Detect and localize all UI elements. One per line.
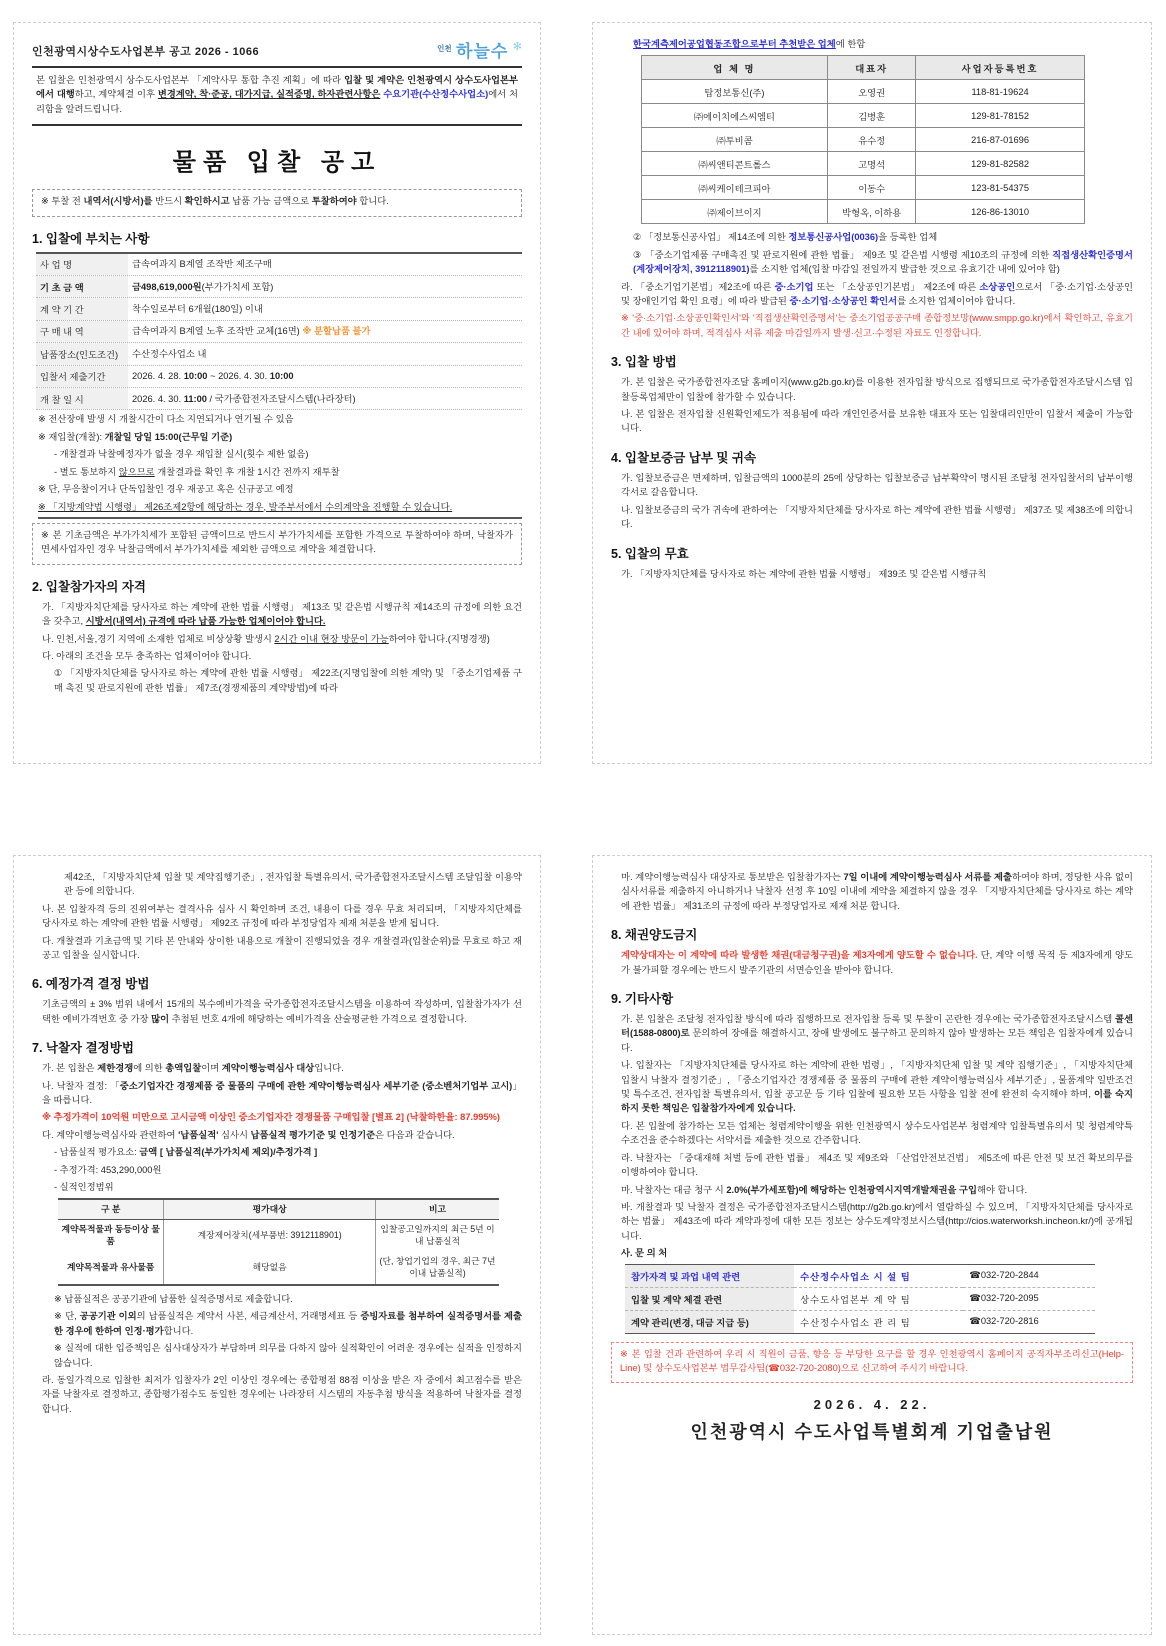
- contact-row: 계약 관리(변경, 대금 지급 등) 수산정수사업소 관 리 팀 ☎032-720-2816: [625, 1310, 1095, 1333]
- qualification-c2: ② 「정보통신공사업」 제14조에 의한 정보통신공사업(0036)을 등록한 업체: [633, 232, 938, 243]
- contact-row: 참가자격 및 과업 내역 관련 수산정수사업소 시 설 팀 ☎032-720-2844: [625, 1264, 1095, 1287]
- note-no-bidder: ※ 단, 무응찰이거나 단독입찰인 경우 재공고 혹은 신규공고 예정: [38, 484, 294, 495]
- performance-row: 계약목적물과 동등이상 물품 계장제어장치(세부품번: 3912118901) 입찰공고일까지의 최근 5년 이내 납품실적: [58, 1220, 499, 1252]
- pre-bid-notice-box: [32, 189, 522, 216]
- note-rebid-sub2: - 별도 통보하지 않으므로 개찰결과를 확인 후 개찰 1시간 전까지 재투찰: [54, 466, 340, 477]
- section7-title: 7. 낙찰자 결정방법: [32, 1041, 134, 1056]
- vat-notice: ※ 본 기초금액은 부가가치세가 포함된 금액이므로 반드시 부가가치세를 포함한 가격으로 투찰하여야 하며, 낙찰자가 면세사업자인 경우 낙찰금액에서 부가가치세를 제외한 금액으로 계약을 체결합니다.: [41, 529, 513, 555]
- vendor-row: ㈜에이치에스씨엠티 김병훈 129-81-78152: [642, 104, 1085, 128]
- award-c-scope: - 실적인정범위: [54, 1182, 114, 1193]
- page-3: [13, 855, 541, 1635]
- corruption-report-box: [611, 1342, 1133, 1384]
- col-remark: 비고: [376, 1199, 500, 1220]
- performance-row: 계약목적물과 유사물품 해당없음 (단, 창업기업의 경우, 최근 7년 이내 납품실적): [58, 1252, 499, 1285]
- award-c: 다. 계약이행능력심사와 관련하여 '납품실적' 심사시 납품실적 평가기준 및 인정기준은 다음과 같습니다.: [42, 1129, 455, 1140]
- incheon-haneulsu-logo: [437, 37, 522, 62]
- info-row-opening-datetime: 개 찰 일 시 2026. 4. 30. 11:00 / 국가종합전자조달시스템(나라장터): [36, 388, 522, 410]
- performance-note-2: ※ 단, 공공기관 이외의 납품실적은 계약서 사본, 세금계산서, 거래명세표 등 증빙자료를 첨부하여 실적증명서를 제출한 경우에 한하여 인정·평가합니다.: [54, 1311, 522, 1336]
- misc-c: 다. 본 입찰에 참가하는 모든 업체는 청렴계약이행을 위한 인천광역시 상수도사업본부 청렴계약 입찰특별유의서 및 청렴계약특수조건을 준수하겠다는 서약서를 제출한 것으로 간주합니다.: [621, 1120, 1133, 1146]
- deposit-b: 나. 입찰보증금의 국가 귀속에 관하여는 「지방자치단체를 당사자로 하는 계약에 관한 법률 시행령」 제37조 및 제38조에 의합니다.: [621, 504, 1133, 530]
- col-registration-no: 사업자등록번호: [916, 56, 1084, 80]
- issuing-authority: 인천광역시 수도사업특별회계 기업출납원: [690, 1422, 1054, 1443]
- qualification-b: 나. 인천,서울,경기 지역에 소재한 업체로 비상상황 발생시 2시간 이내 현장 방문이 가능하여야 합니다.(지명경쟁): [42, 633, 490, 644]
- smpp-red-note: ※ '중·소기업·소상공인확인서'와 '직접생산확인증명서'는 중소기업공공구매 종합정보망(www.smpp.go.kr)에서 확인하고, 유효기간 내에 있어야 하며, 적격심사 서류 제출 마감일까지 발생·신고·수정된 자료도 인정합니다.: [621, 313, 1133, 338]
- performance-header-row: [58, 1199, 499, 1220]
- vendor-row: ㈜씨케이테크피아 이동수 123-81-54375: [642, 176, 1085, 200]
- document-title: 물품 입찰 공고: [172, 149, 382, 177]
- contact-row: 입찰 및 계약 체결 관련 상수도사업본부 계 약 팀 ☎032-720-2095: [625, 1287, 1095, 1310]
- misc-b: 나. 입찰자는 「지방자치단체를 당사자로 하는 계약에 관한 법령」, 「지방자치단체 입찰 및 계약 집행기준」, 「지방자치단체 입찰시 낙찰자 결정기준」, 「중소기업자간 경쟁제품 중 물품의 구매에 관한 계약이행능력심사 세부기준」, 물품계약 일반조건 및 특수조건, 전자입찰 특별유의서, 입찰 공고문 등 기타 입찰에 필요한 모든 사항을 입찰 전에 완전히 숙지해야 하며, 이를 숙지하지 못한 책임은 입찰참가자에게 있습니다.: [621, 1060, 1133, 1114]
- note-rebid: ※ 재입찰(개찰): 개찰일 당일 15:00(근무일 기준): [38, 431, 233, 442]
- announcement-number: 인천광역시상수도사업본부 공고 2026 - 1066: [32, 46, 260, 58]
- misc-d: 라. 낙찰자는 「중대재해 처벌 등에 관한 법률」 제4조 및 제9조와 「산업안전보건법」 제5조에 따른 안전 및 보건 확보의무를 이행하여야 합니다.: [621, 1152, 1133, 1178]
- section3-title: 3. 입찰 방법: [611, 355, 677, 370]
- vat-notice-box: [32, 523, 522, 565]
- invalid-bid-c: 다. 개찰결과 기초금액 및 기타 본 안내와 상이한 내용으로 개찰이 진행되었을 경우 개찰결과(입찰순위)를 무효로 하고 재공고 입찰을 실시합니다.: [42, 935, 522, 961]
- section5-title: 5. 입찰의 무효: [611, 546, 689, 561]
- qualification-a: 가. 「지방자치단체를 당사자로 하는 계약에 관한 법률 시행령」 제13조 및 같은법 시행규칙 제14조의 규정에 의한 요건을 갖추고, 시방서(내역서) 규격에 따라 납품 가능한 업체이어야 합니다.: [42, 601, 522, 627]
- col-evaluation-target: 평가대상: [164, 1199, 376, 1220]
- page-2: [592, 22, 1152, 764]
- info-row-project-name: 사 업 명 급속여과지 B계열 조작반 제조구매: [36, 254, 522, 276]
- award-c-estimated-price: - 추정가격: 453,290,000원: [54, 1164, 162, 1175]
- award-a: 가. 본 입찰은 제한경쟁에 의한 총액입찰이며 계약이행능력심사 대상입니다.: [42, 1063, 344, 1074]
- award-lower-limit-note: ※ 추정가격이 10억원 미만으로 고시금액 이상인 중소기업자간 경쟁물품 구매입찰 [별표 2] (낙찰하한율: 87.995%): [42, 1112, 500, 1123]
- invalid-bid-b: 나. 본 입찰자격 등의 진위여부는 결격사유 심사 시 확인하며 조건, 내용이 다를 경우 무효 처리되며, 「지방자치단체를 당사자로 하는 계약에 관한 법률 시행령」 제92조 규정에 따라 부정당업자 제재 처분을 받게 됩니다.: [42, 903, 522, 929]
- logo-text-small: 인천: [437, 44, 452, 53]
- contact-table: [625, 1264, 1095, 1334]
- delegation-notice-box: [32, 66, 522, 126]
- snowflake-icon: ✻: [512, 41, 522, 53]
- phone-number: ☎032-720-2844: [963, 1264, 1095, 1287]
- misc-a: 가. 본 입찰은 조달청 전자입찰 방식에 따라 집행하므로 전자입찰 등록 및 투찰이 곤란한 경우에는 국가종합전자조달시스템 콜센터(1588-0800)로 문의하여 장애를 해결하시고, 장애 발생에도 불구하고 문의하지 않아 발생하는 모든 책임은 입찰자에게 있습니다.: [621, 1014, 1133, 1053]
- vendor-row: 탑정보통신(주) 오영권 118-81-19624: [642, 80, 1085, 104]
- vendor-row: ㈜제이브이지 박형옥, 이하용 126-86-13010: [642, 200, 1085, 224]
- info-row-base-amount: 기 초 금 액 금498,619,000원(부가가치세 포함): [36, 276, 522, 298]
- recommended-vendors-heading: 한국계측제어공업협동조합으로부터 추천받은 업체에 한함: [633, 39, 866, 49]
- note-rebid-sub1: - 개찰결과 낙찰예정자가 없을 경우 재입찰 실시(횟수 제한 없음): [54, 449, 309, 460]
- award-e: 마. 계약이행능력심사 대상자로 통보받은 입찰참가자는 7일 이내에 계약이행능력심사 서류를 제출하여야 하며, 정당한 사유 없이 심사서류를 제출하지 아니하거나 낙찰자 선정 후 10일 이내에 계약을 체결하지 않을 경우 「지방자치단체를 당사자로 하는 계약에 관한 법률」 제31조의 규정에 따라 부정당업자로 제재 처분 합니다.: [621, 872, 1133, 911]
- corruption-report-notice: ※ 본 입찰 건과 관련하여 우리 시 직원이 금품, 향응 등 부당한 요구를 할 경우 인천광역시 홈페이지 공직자부조리신고(Help-Line) 및 상수도사업본부 법무감사팀(☎032-720-2080)으로 신고하여 주시기 바랍니다.: [620, 1348, 1124, 1373]
- misc-g-contacts-heading: 사. 문 의 처: [621, 1248, 668, 1259]
- page-1: [13, 22, 541, 764]
- pre-bid-notice: ※ 투찰 전 내역서(시방서)를 반드시 확인하시고 납품 가능 금액으로 투찰하여야 합니다.: [41, 196, 389, 207]
- note-private-contract: ※ 「지방계약법 시행령」 제26조제2항에 해당하는 경우, 발주부서에서 수의계약을 진행할 수 있습니다.: [38, 500, 522, 519]
- section8-title: 8. 채권양도금지: [611, 928, 698, 943]
- bid-info-table: [36, 252, 522, 411]
- price-determination-body: 기초금액의 ± 3% 범위 내에서 15개의 복수예비가격을 국가종합전자조달시스템을 이용하여 작성하며, 입찰참가자가 선택한 예비가격번호 중 가장 많이 추첨된 번호 4개에 해당하는 예비가격을 산술평균한 가격으로 결정합니다.: [42, 999, 522, 1024]
- qualification-d: 라. 「중소기업기본법」제2조에 따른 중·소기업 또는 「소상공인기본법」 제2조에 따른 소상공인으로서 「중·소기업·소상공인 및 장애인기업 확인 요령」에 따라 발급된 중·소기업·소상공인 확인서를 소지한 업체이어야 합니다.: [621, 281, 1133, 307]
- announcement-date: 2026. 4. 22.: [813, 1397, 931, 1413]
- logo-text-big: 하늘수: [456, 42, 509, 61]
- qualification-c: 다. 아래의 조건을 모두 충족하는 업체이어야 합니다.: [42, 650, 252, 661]
- section2-title: 2. 입찰참가자의 자격: [32, 579, 146, 594]
- phone-number: ☎032-720-2816: [969, 1316, 1039, 1327]
- recommended-vendors-table: [641, 55, 1085, 224]
- performance-recognition-table: [58, 1198, 499, 1286]
- col-representative: 대표자: [827, 56, 916, 80]
- assignment-prohibition-body: 계약상대자는 이 계약에 따라 발생한 채권(대금청구권)을 제3자에게 양도할 수 없습니다. 단, 계약 이행 목적 등 제3자에게 양도가 불가피할 경우에는 반드시 발주기관의 서면승인을 받아야 합니다.: [621, 950, 1133, 975]
- vendor-row: ㈜씨앤티콘트롤스 고명석 129-81-82582: [642, 152, 1085, 176]
- misc-e: 마. 낙찰자는 대금 청구 시 2.0%(부가세포함)에 해당하는 인천광역시지역개발채권을 구입해야 합니다.: [621, 1184, 1028, 1195]
- bid-method-a: 가. 본 입찰은 국가종합전자조달 홈페이지(www.g2b.go.kr)를 이용한 전자입찰 방식으로 집행되므로 국가종합전자조달시스템 입찰등록업체만이 입찰에 참가할 수 있습니다.: [621, 377, 1133, 402]
- section1-title: 1. 입찰에 부치는 사항: [32, 231, 150, 246]
- page-4: [592, 855, 1152, 1635]
- page1-header: [32, 37, 522, 62]
- note-system-delay: ※ 전산장애 발생 시 개찰시간이 다소 지연되거나 연기될 수 있음: [38, 414, 294, 425]
- performance-note-1: ※ 납품실적은 공공기관에 납품한 실적증명서로 제출합니다.: [54, 1293, 293, 1304]
- vendor-header-row: [642, 56, 1085, 80]
- invalid-bid-a: 가. 「지방자치단체를 당사자로 하는 계약에 관한 법률 시행령」 제39조 및 같은법 시행규칙: [621, 568, 987, 579]
- info-row-submission-period: 입찰서 제출기간 2026. 4. 28. 10:00 ~ 2026. 4. 30. 10:00: [36, 366, 522, 388]
- delegation-notice: 본 입찰은 인천광역시 상수도사업본부 「계약사무 통합 추진 계획」에 따라 입찰 및 계약은 인천광역시 상수도사업본부에서 대행하고, 계약체결 이후 변경계약, 착·준공, 대가지급, 실적증명, 하자관련사항은 수요기관(수산정수사업소)에서 처리함을 알려드립니다.: [36, 75, 518, 114]
- misc-f: 바. 개찰결과 및 낙찰자 결정은 국가종합전자조달시스템(http://g2b.go.kr)에서 열람하실 수 있으며, 「지방자치단체를 당사자로 하는 법률」 제43조에 따라 계약과정에 대한 모든 정보는 상수도계약정보시스템(http://cios.waterworksh.incheon.kr/)에 공개됩니다.: [621, 1201, 1133, 1241]
- bid-method-b: 나. 본 입찰은 전자입찰 신원확인제도가 적용됨에 따라 개인인증서를 보유한 대표자 또는 입찰대리인만이 입찰서 제출이 가능합니다.: [621, 409, 1133, 434]
- qualification-c1: ① 「지방자치단체를 당사자로 하는 계약에 관한 법률 시행령」 제22조(지명입찰에 의한 계약) 및 「중소기업제품 구매 촉진 및 판로지원에 관한 법률」 제7조(경쟁제품의 계약방법)에 따라: [54, 668, 522, 693]
- award-c-factor: - 납품실적 평가요소: 금액 [ 납품실적(부가가치세 제외)/추정가격 ]: [54, 1147, 318, 1158]
- invalid-bid-a-continued: 제42조, 「지방자치단체 입찰 및 계약집행기준」, 전자입찰 특별유의서, 국가종합전자조달시스템 조달입찰 이용약관 등에 의합니다.: [64, 872, 522, 897]
- performance-note-3: ※ 실적에 대한 입증책임은 심사대상자가 부담하며 의무를 다하지 않아 실적확인이 어려운 경우에는 실적을 인정하지 않습니다.: [54, 1343, 522, 1368]
- vendor-row: ㈜투비콤 유수정 216-87-01696: [642, 128, 1085, 152]
- info-row-purchase-detail: 구 매 내 역 급속여과지 B계열 노후 조작반 교체(16면) ※ 분할납품 불가: [36, 321, 522, 343]
- award-d: 라. 동일가격으로 입찰한 최저가 입찰자가 2인 이상인 경우에는 종합평점 88점 이상을 받은 자 중에서 최고점수를 받은 자를 낙찰자로 결정하고, 종합평가점수도 동일한 경우에는 나라장터 시스템의 자동추첨 방식을 적용하여 낙찰자를 결정합니다.: [42, 1374, 522, 1414]
- section6-title: 6. 예정가격 결정 방법: [32, 977, 150, 992]
- section4-title: 4. 입찰보증금 납부 및 귀속: [611, 450, 757, 465]
- deposit-a: 가. 입찰보증금은 면제하며, 입찰금액의 1000분의 25에 상당하는 입찰보증금 납부확약이 명시된 조달청 전자입찰서의 납부이행각서로 갈음합니다.: [621, 472, 1133, 498]
- phone-number: ☎032-720-2095: [963, 1287, 1095, 1310]
- section9-title: 9. 기타사항: [611, 992, 674, 1007]
- qualification-c3: ③ 「중소기업제품 구매촉진 및 판로지원에 관한 법률」 제9조 및 같은법 시행령 제10조의 규정에 의한 직접생산확인증명서(계장제어장치, 3912118901)를 소지한 업체(입찰 마감일 전일까지 발급한 것으로 유효기간 내에 있어야 함): [633, 249, 1133, 275]
- col-category: 구 분: [58, 1199, 164, 1220]
- award-b: 나. 낙찰자 결정: 「중소기업자간 경쟁제품 중 물품의 구매에 관한 계약이행능력심사 세부기준 (중소벤처기업부 고시)」을 따릅니다.: [42, 1080, 522, 1106]
- info-row-contract-period: 계 약 기 간 착수일로부터 6개월(180일) 이내: [36, 298, 522, 320]
- col-company: 업 체 명: [642, 56, 828, 80]
- info-row-delivery-place: 납품장소(인도조건) 수산정수사업소 내: [36, 343, 522, 365]
